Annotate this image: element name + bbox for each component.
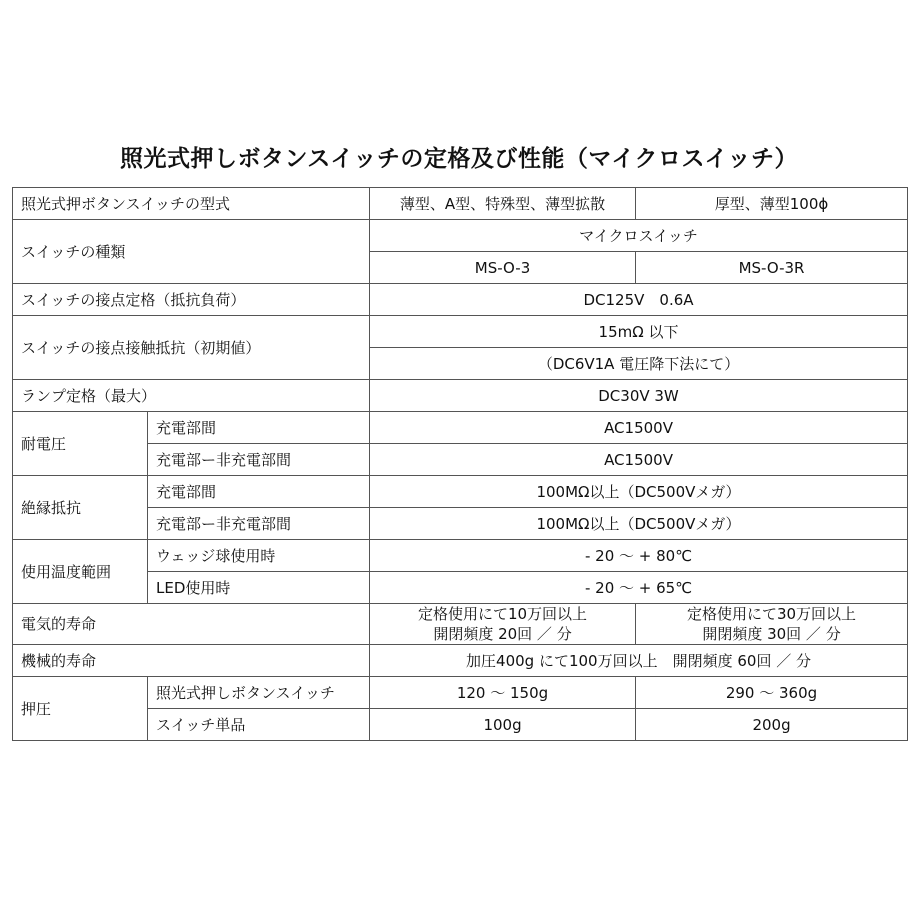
row-label: 耐電圧	[13, 412, 148, 476]
table-row-lamp-rating	[13, 380, 908, 412]
row-label: 照光式押ボタンスイッチの型式	[13, 188, 370, 220]
table-row-switch-kind	[13, 220, 908, 252]
cell-line: 開閉頻度 20回 ／ 分	[433, 625, 572, 643]
cell-line: 定格使用にて30万回以上	[686, 605, 857, 623]
table-row-withstand-voltage-2	[13, 444, 908, 476]
sub-label: 充電部間	[148, 476, 370, 508]
table-row-model-type	[13, 188, 908, 220]
row-label: スイッチの種類	[13, 220, 370, 284]
cell-value: AC1500V	[370, 444, 908, 476]
sub-label: 充電部ー非充電部間	[148, 508, 370, 540]
cell-value: - 20 ～ + 65℃	[370, 572, 908, 604]
cell-line: 定格使用にて10万回以上	[417, 605, 588, 623]
cell-value: DC30V 3W	[370, 380, 908, 412]
cell-value: - 20 ～ + 80℃	[370, 540, 908, 572]
cell-value: マイクロスイッチ	[370, 220, 908, 252]
cell-value: 15mΩ 以下	[370, 316, 908, 348]
table-row-contact-rating	[13, 284, 908, 316]
table-row-insulation-2	[13, 508, 908, 540]
cell-line: 開閉頻度 30回 ／ 分	[702, 625, 841, 643]
sub-label: スイッチ単品	[148, 709, 370, 741]
cell-value: 薄型、A型、特殊型、薄型拡散	[370, 188, 636, 220]
cell-value	[636, 604, 908, 645]
page-title: 照光式押しボタンスイッチの定格及び性能（マイクロスイッチ）	[119, 146, 799, 172]
table-row-temperature	[13, 540, 908, 572]
row-label: スイッチの接点接触抵抗（初期値）	[13, 316, 370, 380]
cell-value: 厚型、薄型100ϕ	[636, 188, 908, 220]
cell-value: DC125V 0.6A	[370, 284, 908, 316]
table-row-mechanical-life	[13, 645, 908, 677]
sub-label: LED使用時	[148, 572, 370, 604]
cell-value: 100MΩ以上（DC500Vメガ）	[370, 508, 908, 540]
table-row-withstand-voltage	[13, 412, 908, 444]
table-row-contact-resistance	[13, 316, 908, 348]
sub-label: 照光式押しボタンスイッチ	[148, 677, 370, 709]
table-row-temperature-2	[13, 572, 908, 604]
table-row-insulation	[13, 476, 908, 508]
table-row-pressure	[13, 677, 908, 709]
table-row-pressure-2	[13, 709, 908, 741]
cell-value: 加圧400g にて100万回以上 開閉頻度 60回 ／ 分	[370, 645, 908, 677]
sub-label: ウェッジ球使用時	[148, 540, 370, 572]
row-label: 機械的寿命	[13, 645, 370, 677]
cell-value: 120 ～ 150g	[370, 677, 636, 709]
cell-value: 200g	[636, 709, 908, 741]
row-label: ランプ定格（最大）	[13, 380, 370, 412]
sub-label: 充電部間	[148, 412, 370, 444]
spec-table	[12, 187, 908, 741]
row-label: 電気的寿命	[13, 604, 370, 645]
cell-value: 100MΩ以上（DC500Vメガ）	[370, 476, 908, 508]
cell-value: 290 ～ 360g	[636, 677, 908, 709]
cell-value: （DC6V1A 電圧降下法にて）	[370, 348, 908, 380]
row-label: スイッチの接点定格（抵抗負荷）	[13, 284, 370, 316]
cell-value: MS-O-3	[370, 252, 636, 284]
sub-label: 充電部ー非充電部間	[148, 444, 370, 476]
row-label: 使用温度範囲	[13, 540, 148, 604]
cell-value: MS-O-3R	[636, 252, 908, 284]
row-label: 絶縁抵抗	[13, 476, 148, 540]
cell-value: 100g	[370, 709, 636, 741]
cell-value	[370, 604, 636, 645]
table-row-electrical-life	[13, 604, 908, 645]
row-label: 押圧	[13, 677, 148, 741]
cell-value: AC1500V	[370, 412, 908, 444]
